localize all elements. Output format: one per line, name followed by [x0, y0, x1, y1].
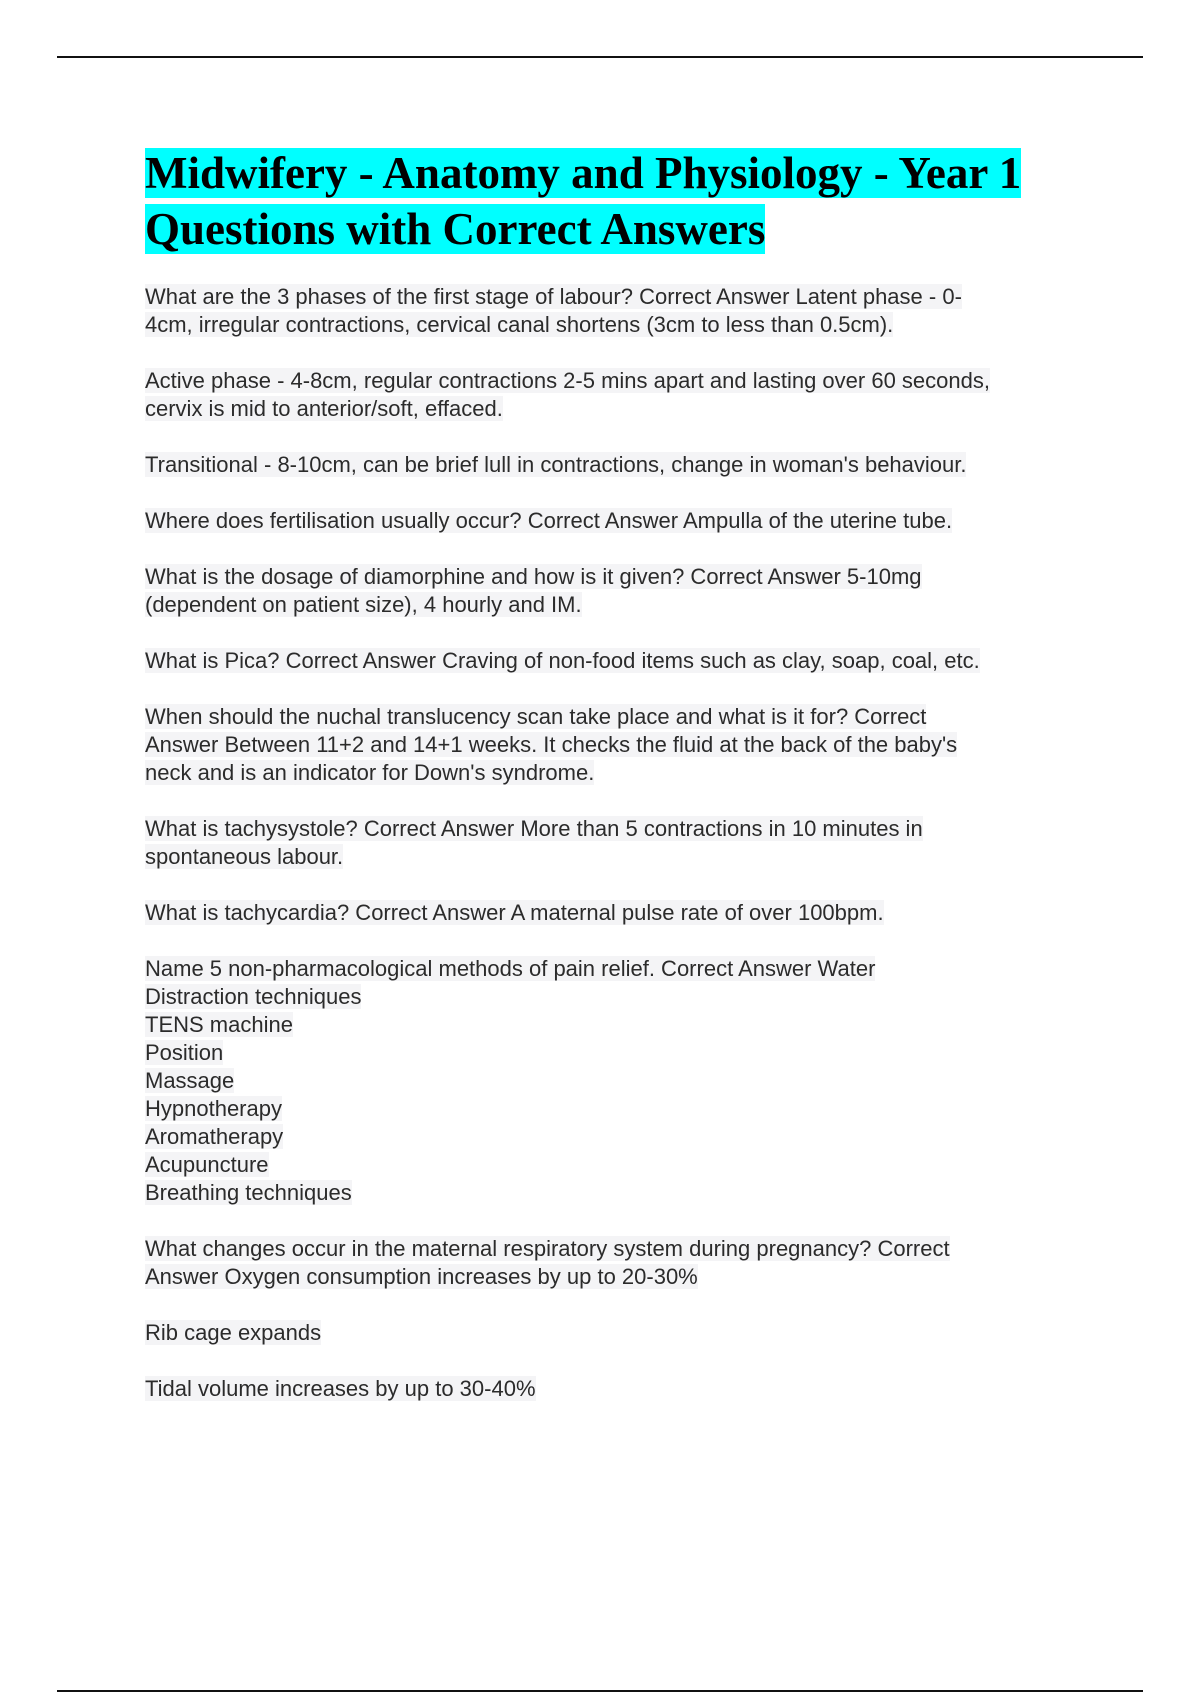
- document-title: [145, 145, 1145, 257]
- paragraph-line-text: Aromatherapy: [145, 1124, 284, 1149]
- paragraph-line: [145, 507, 1135, 535]
- paragraph-line: [145, 451, 1135, 479]
- paragraph-line: [145, 703, 1135, 731]
- paragraph-line: [145, 1179, 1135, 1207]
- paragraph-line: [145, 955, 1135, 983]
- paragraph-line: [145, 1067, 1135, 1095]
- footer-rule: [57, 1690, 1143, 1692]
- paragraph-line: [145, 843, 1135, 871]
- qa-paragraph: [145, 899, 1135, 927]
- qa-paragraph: [145, 563, 1135, 619]
- qa-paragraph: [145, 283, 1135, 339]
- document-body: [145, 283, 1135, 1431]
- paragraph-line-text: Distraction techniques: [145, 984, 362, 1009]
- paragraph-line-text: cervix is mid to anterior/soft, effaced.: [145, 396, 503, 421]
- paragraph-line-text: Massage: [145, 1068, 235, 1093]
- paragraph-line: [145, 1039, 1135, 1067]
- qa-paragraph: [145, 1375, 1135, 1403]
- paragraph-line-text: Active phase - 4-8cm, regular contractions 2-5 mins apart and lasting over 60 seconds,: [145, 368, 990, 393]
- paragraph-line: [145, 1123, 1135, 1151]
- paragraph-line-text: TENS machine: [145, 1012, 293, 1037]
- document-title-line-2: Questions with Correct Answers: [145, 204, 766, 254]
- paragraph-line: [145, 983, 1135, 1011]
- paragraph-line-text: Answer Oxygen consumption increases by up to 20-30%: [145, 1264, 698, 1289]
- paragraph-line: [145, 1095, 1135, 1123]
- qa-paragraph: [145, 703, 1135, 787]
- paragraph-line: [145, 759, 1135, 787]
- paragraph-line-text: What is tachysystole? Correct Answer More than 5 contractions in 10 minutes in: [145, 816, 923, 841]
- qa-paragraph: [145, 1319, 1135, 1347]
- paragraph-line-text: Transitional - 8-10cm, can be brief lull in contractions, change in woman's behaviour.: [145, 452, 967, 477]
- qa-paragraph: [145, 507, 1135, 535]
- paragraph-line-text: What are the 3 phases of the first stage of labour? Correct Answer Latent phase - 0-: [145, 284, 962, 309]
- paragraph-line: [145, 1319, 1135, 1347]
- paragraph-line-text: Breathing techniques: [145, 1180, 352, 1205]
- paragraph-line: [145, 367, 1135, 395]
- paragraph-line: [145, 815, 1135, 843]
- paragraph-line-text: Name 5 non-pharmacological methods of pain relief. Correct Answer Water: [145, 956, 876, 981]
- paragraph-line: [145, 731, 1135, 759]
- paragraph-line-text: What is tachycardia? Correct Answer A maternal pulse rate of over 100bpm.: [145, 900, 884, 925]
- paragraph-line: [145, 1263, 1135, 1291]
- paragraph-line-text: Acupuncture: [145, 1152, 269, 1177]
- paragraph-line: [145, 311, 1135, 339]
- paragraph-line: [145, 647, 1135, 675]
- paragraph-line: [145, 591, 1135, 619]
- paragraph-line-text: When should the nuchal translucency scan take place and what is it for? Correct: [145, 704, 927, 729]
- paragraph-line-text: What changes occur in the maternal respiratory system during pregnancy? Correct: [145, 1236, 950, 1261]
- paragraph-line: [145, 899, 1135, 927]
- paragraph-line-text: Answer Between 11+2 and 14+1 weeks. It checks the fluid at the back of the baby's: [145, 732, 958, 757]
- paragraph-line: [145, 283, 1135, 311]
- qa-paragraph: [145, 367, 1135, 423]
- paragraph-line: [145, 563, 1135, 591]
- paragraph-line-text: Tidal volume increases by up to 30-40%: [145, 1376, 536, 1401]
- paragraph-line-text: Hypnotherapy: [145, 1096, 282, 1121]
- document-title-line-1: Midwifery - Anatomy and Physiology - Year 1: [145, 148, 1022, 198]
- paragraph-line-text: Rib cage expands: [145, 1320, 322, 1345]
- qa-paragraph: [145, 1235, 1135, 1291]
- qa-paragraph: [145, 647, 1135, 675]
- paragraph-line: [145, 1235, 1135, 1263]
- paragraph-line-text: What is Pica? Correct Answer Craving of non-food items such as clay, soap, coal, etc.: [145, 648, 980, 673]
- paragraph-line-text: Where does fertilisation usually occur? Correct Answer Ampulla of the uterine tube.: [145, 508, 953, 533]
- paragraph-line-text: (dependent on patient size), 4 hourly and IM.: [145, 592, 582, 617]
- qa-paragraph: [145, 815, 1135, 871]
- paragraph-line-text: 4cm, irregular contractions, cervical canal shortens (3cm to less than 0.5cm).: [145, 312, 894, 337]
- header-rule: [57, 56, 1143, 58]
- qa-paragraph: [145, 955, 1135, 1207]
- paragraph-line-text: spontaneous labour.: [145, 844, 344, 869]
- paragraph-line-text: What is the dosage of diamorphine and how is it given? Correct Answer 5-10mg: [145, 564, 922, 589]
- paragraph-line-text: neck and is an indicator for Down's syndrome.: [145, 760, 595, 785]
- paragraph-line: [145, 1375, 1135, 1403]
- paragraph-line: [145, 1151, 1135, 1179]
- paragraph-line: [145, 1011, 1135, 1039]
- paragraph-line-text: Position: [145, 1040, 224, 1065]
- qa-paragraph: [145, 451, 1135, 479]
- paragraph-line: [145, 395, 1135, 423]
